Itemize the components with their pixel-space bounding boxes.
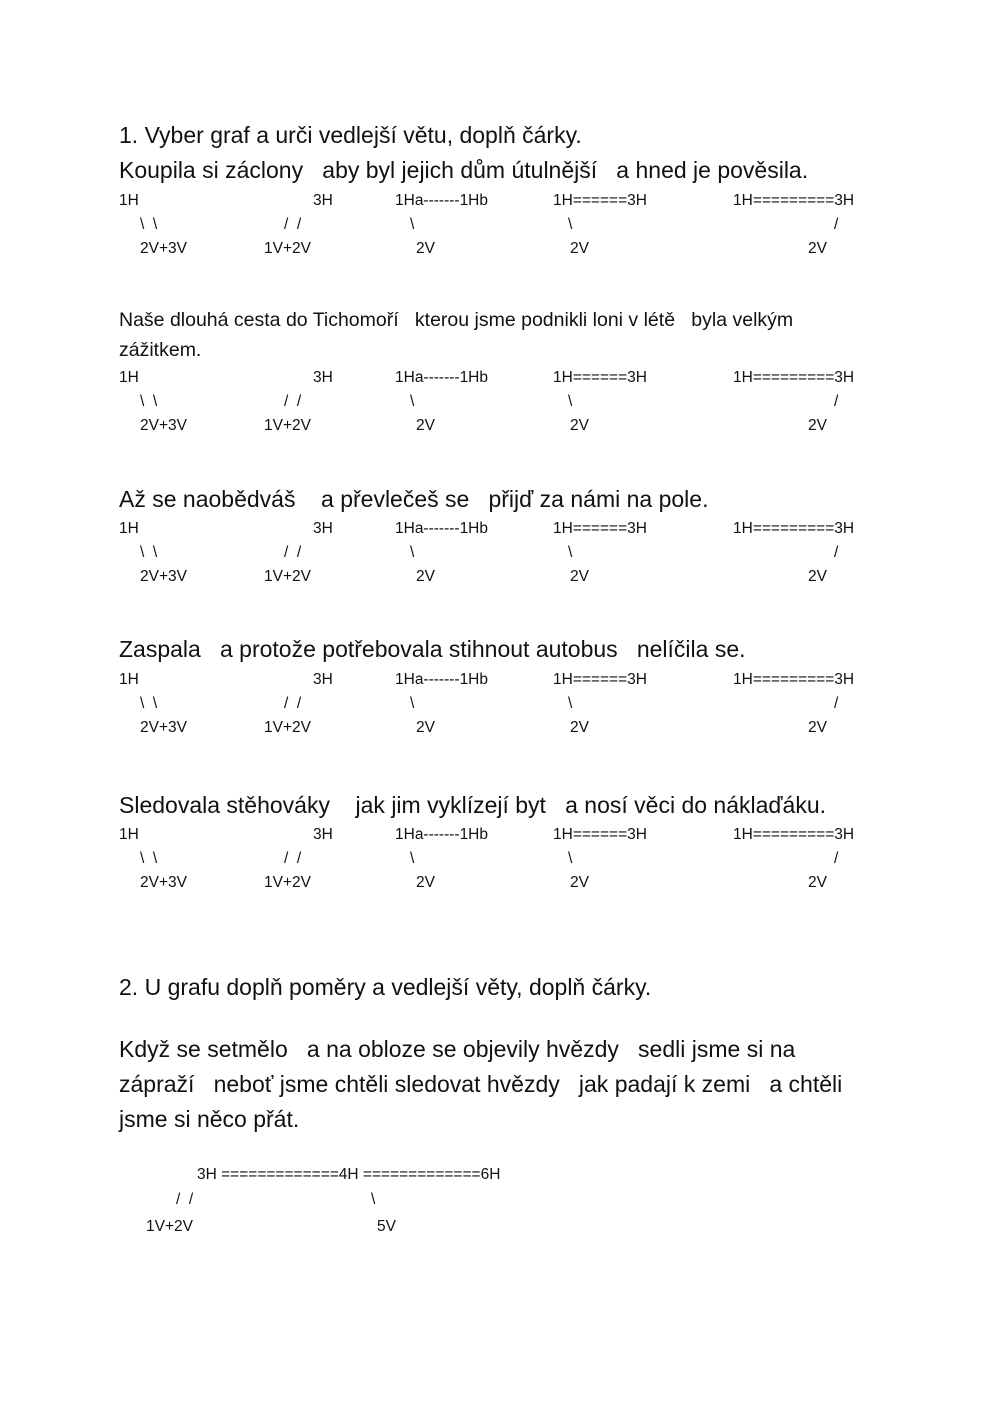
task1-item-2-option-1-top[interactable]: 1H	[119, 369, 139, 386]
task2-paragraph-line-2[interactable]: zápraží neboť jsme chtěli sledovat hvězdy jak padají k zemi a chtěli	[119, 1071, 843, 1097]
task1-heading: 1. Vyber graf a urči vedlejší větu, doplň čárky.	[119, 122, 582, 148]
task1-item-1-option-1-top[interactable]: 1H	[119, 192, 139, 209]
task1-item-4-option-5-top[interactable]: 1H=========3H	[733, 671, 855, 688]
task1-item-2-option-2-top[interactable]: 3H	[313, 369, 333, 386]
task2-heading: 2. U grafu doplň poměry a vedlejší věty, doplň čárky.	[119, 974, 652, 1000]
task1-item-3-option-5-top[interactable]: 1H=========3H	[733, 520, 855, 537]
task1-item-1-option-3-mid: \	[410, 216, 415, 233]
task1-item-1-option-5-mid: /	[834, 216, 839, 233]
task1-item-3-option-2-mid: / /	[284, 544, 302, 561]
task1-item-5-option-5-mid: /	[834, 850, 839, 867]
task1-item-3-option-4-bottom: 2V	[570, 568, 589, 585]
task1-item-2-option-3-top[interactable]: 1Ha-------1Hb	[395, 369, 488, 386]
task1-item-4-option-3-top[interactable]: 1Ha-------1Hb	[395, 671, 488, 688]
task1-item-3-option-1-mid: \ \	[140, 544, 158, 561]
task2-graph-mid-right: \	[371, 1191, 376, 1208]
task1-item-5-option-2-top[interactable]: 3H	[313, 826, 333, 843]
task1-item-5-option-3-mid: \	[410, 850, 415, 867]
task1-item-1-option-5-bottom: 2V	[808, 240, 827, 257]
task1-item-4-option-5-mid: /	[834, 695, 839, 712]
task1-item-3-option-3-bottom: 2V	[416, 568, 435, 585]
task1-item-2-option-5-mid: /	[834, 393, 839, 410]
task1-item-1-option-4-bottom: 2V	[570, 240, 589, 257]
task1-item-1-option-2-mid: / /	[284, 216, 302, 233]
task1-item-4-option-4-top[interactable]: 1H======3H	[553, 671, 647, 688]
task1-item-4-option-3-mid: \	[410, 695, 415, 712]
task1-item-1-option-3-bottom: 2V	[416, 240, 435, 257]
task1-item-1-option-1-bottom: 2V+3V	[140, 240, 187, 257]
task1-item-5-option-4-mid: \	[568, 850, 573, 867]
task1-item-2-option-4-top[interactable]: 1H======3H	[553, 369, 647, 386]
task1-sentence-4[interactable]: Zaspala a protože potřebovala stihnout autobus nelíčila se.	[119, 636, 746, 662]
task1-item-4-option-5-bottom: 2V	[808, 719, 827, 736]
task1-item-1-option-2-top[interactable]: 3H	[313, 192, 333, 209]
task1-item-5-option-5-top[interactable]: 1H=========3H	[733, 826, 855, 843]
task1-sentence-2-line-2[interactable]: zážitkem.	[119, 339, 202, 361]
task1-item-4-option-4-mid: \	[568, 695, 573, 712]
task1-item-2-option-3-mid: \	[410, 393, 415, 410]
task1-item-1-option-5-top[interactable]: 1H=========3H	[733, 192, 855, 209]
task1-item-5-option-3-top[interactable]: 1Ha-------1Hb	[395, 826, 488, 843]
task1-sentence-2-line-1[interactable]: Naše dlouhá cesta do Tichomoří kterou jsme podnikli loni v létě byla velkým	[119, 309, 794, 331]
task1-item-4-option-2-mid: / /	[284, 695, 302, 712]
task1-item-3-option-4-top[interactable]: 1H======3H	[553, 520, 647, 537]
task2-graph-bottom-right[interactable]: 5V	[377, 1218, 396, 1235]
task1-item-2-option-2-mid: / /	[284, 393, 302, 410]
task2-graph-mid-left: / /	[176, 1191, 194, 1208]
task1-item-5-option-4-bottom: 2V	[570, 874, 589, 891]
task1-item-4-option-2-bottom: 1V+2V	[264, 719, 311, 736]
task1-item-4-option-4-bottom: 2V	[570, 719, 589, 736]
task1-item-2-option-4-mid: \	[568, 393, 573, 410]
task1-item-5-option-3-bottom: 2V	[416, 874, 435, 891]
task1-item-2-option-4-bottom: 2V	[570, 417, 589, 434]
task1-item-5-option-1-bottom: 2V+3V	[140, 874, 187, 891]
task1-item-5-option-1-top[interactable]: 1H	[119, 826, 139, 843]
task1-item-1-option-1-mid: \ \	[140, 216, 158, 233]
task1-item-2-option-5-bottom: 2V	[808, 417, 827, 434]
task1-item-4-option-3-bottom: 2V	[416, 719, 435, 736]
task1-item-4-option-2-top[interactable]: 3H	[313, 671, 333, 688]
task1-item-1-option-4-top[interactable]: 1H======3H	[553, 192, 647, 209]
task1-sentence-5[interactable]: Sledovala stěhováky jak jim vyklízejí byt a nosí věci do náklaďáku.	[119, 792, 827, 818]
task1-item-3-option-3-top[interactable]: 1Ha-------1Hb	[395, 520, 488, 537]
task1-item-1-option-4-mid: \	[568, 216, 573, 233]
task1-item-3-option-2-top[interactable]: 3H	[313, 520, 333, 537]
task1-item-3-option-5-bottom: 2V	[808, 568, 827, 585]
task1-item-5-option-4-top[interactable]: 1H======3H	[553, 826, 647, 843]
task1-item-1-option-2-bottom: 1V+2V	[264, 240, 311, 257]
task1-item-1-option-3-top[interactable]: 1Ha-------1Hb	[395, 192, 488, 209]
task1-item-2-option-1-mid: \ \	[140, 393, 158, 410]
task1-item-2-option-3-bottom: 2V	[416, 417, 435, 434]
task1-item-2-option-1-bottom: 2V+3V	[140, 417, 187, 434]
task2-graph-bottom-left[interactable]: 1V+2V	[146, 1218, 193, 1235]
task1-item-3-option-1-top[interactable]: 1H	[119, 520, 139, 537]
task1-item-4-option-1-mid: \ \	[140, 695, 158, 712]
task1-item-3-option-5-mid: /	[834, 544, 839, 561]
task2-paragraph-line-1[interactable]: Když se setmělo a na obloze se objevily hvězdy sedli jsme si na	[119, 1036, 796, 1062]
task1-item-3-option-4-mid: \	[568, 544, 573, 561]
task1-item-3-option-2-bottom: 1V+2V	[264, 568, 311, 585]
task2-graph-top[interactable]: 3H =============4H =============6H	[197, 1166, 501, 1183]
task1-item-2-option-2-bottom: 1V+2V	[264, 417, 311, 434]
task1-item-5-option-1-mid: \ \	[140, 850, 158, 867]
task1-sentence-3[interactable]: Až se naobědváš a převlečeš se přijď za námi na pole.	[119, 486, 709, 512]
task2-paragraph-line-3[interactable]: jsme si něco přát.	[119, 1106, 300, 1132]
task1-sentence-1[interactable]: Koupila si záclony aby byl jejich dům útulnější a hned je pověsila.	[119, 157, 809, 183]
task1-item-4-option-1-top[interactable]: 1H	[119, 671, 139, 688]
task1-item-3-option-1-bottom: 2V+3V	[140, 568, 187, 585]
task1-item-3-option-3-mid: \	[410, 544, 415, 561]
task1-item-4-option-1-bottom: 2V+3V	[140, 719, 187, 736]
task1-item-2-option-5-top[interactable]: 1H=========3H	[733, 369, 855, 386]
task1-item-5-option-2-mid: / /	[284, 850, 302, 867]
task1-item-5-option-2-bottom: 1V+2V	[264, 874, 311, 891]
task1-item-5-option-5-bottom: 2V	[808, 874, 827, 891]
